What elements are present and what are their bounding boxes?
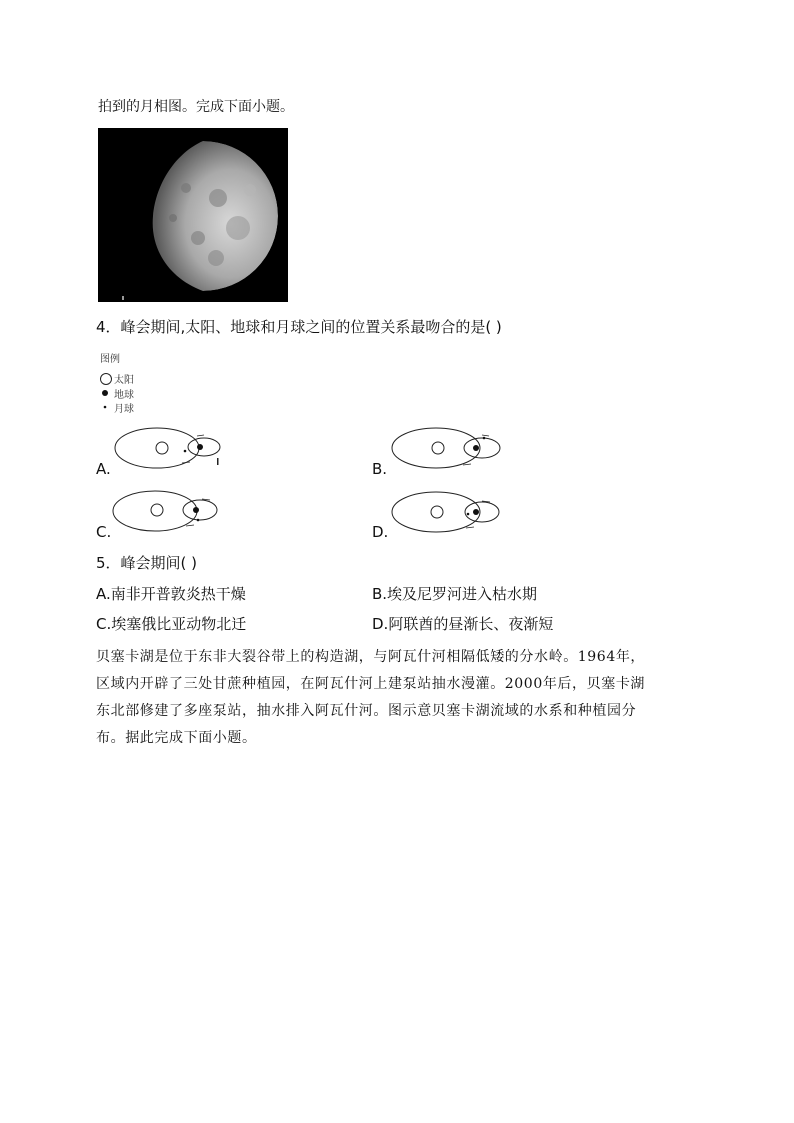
legend [100, 350, 134, 414]
marker [217, 458, 219, 465]
earth-icon [473, 445, 479, 451]
q4-option-d-label[interactable]: D. [372, 523, 389, 541]
moon-orbit [464, 438, 500, 458]
question-4: 4．峰会期间,太阳、地球和月球之间的位置关系最吻合的是( ) [96, 318, 502, 336]
moon-orbit [188, 438, 220, 456]
earth-icon [473, 509, 479, 515]
sun-icon [151, 504, 163, 516]
legend-earth-label: 地球 [114, 389, 134, 401]
moon-icon [100, 400, 114, 414]
q5-option-c[interactable]: C.埃塞俄比亚动物北迁 [96, 615, 247, 633]
moon-phase-photo [98, 128, 288, 302]
moon-icon [467, 513, 470, 516]
orbit-arrow [466, 527, 474, 528]
moon-icon [483, 437, 486, 440]
q5-option-b[interactable]: B.埃及尼罗河进入枯水期 [372, 585, 538, 603]
legend-title: 图例 [100, 354, 120, 365]
orbit-arrow [186, 525, 194, 526]
moon-phase-icon [98, 128, 288, 302]
orbit-arrow [197, 435, 204, 436]
moon-orbit [465, 502, 499, 522]
sun-icon [156, 442, 168, 454]
earth-icon [197, 444, 203, 450]
q5-option-a[interactable]: A.南非开普敦炎热干燥 [96, 585, 246, 603]
q4-option-d-diagram[interactable] [388, 490, 503, 536]
passage-line: 贝塞卡湖是位于东非大裂谷带上的构造湖，与阿瓦什河相隔低矮的分水岭。1964年， [96, 649, 646, 665]
moon-icon [197, 519, 200, 522]
q4-option-a-diagram[interactable] [112, 426, 227, 472]
legend-moon [100, 400, 134, 414]
sun-icon [432, 442, 444, 454]
legend-moon-label: 月球 [114, 403, 134, 415]
q4-option-c-label[interactable]: C. [96, 523, 112, 541]
intro-line: 拍到的月相图。完成下面小题。 [98, 99, 294, 115]
passage-line: 区域内开辟了三处甘蔗种植园，在阿瓦什河上建泵站抽水漫灌。2000年后，贝塞卡湖 [96, 676, 646, 692]
moon-orbit [183, 500, 217, 520]
question-5: 5．峰会期间( ) [96, 554, 198, 572]
sun-icon [431, 506, 443, 518]
passage-line: 布。据此完成下面小题。 [96, 730, 257, 746]
moon-icon [184, 450, 187, 453]
legend-sun [100, 371, 134, 386]
sun-icon [100, 372, 114, 386]
earth-icon [193, 507, 199, 513]
passage [96, 646, 716, 754]
q5-option-d[interactable]: D.阿联酋的昼渐长、夜渐短 [372, 615, 554, 633]
orbit-arrow [463, 464, 471, 465]
legend-earth [100, 386, 134, 400]
orbit-arrow [182, 462, 190, 463]
q4-option-a-label[interactable]: A. [96, 460, 111, 478]
orbit-arrow [482, 435, 489, 436]
legend-sun-label: 太阳 [114, 375, 134, 386]
q4-option-b-label[interactable]: B. [372, 460, 388, 478]
passage-line: 东北部修建了多座泵站，抽水排入阿瓦什河。图示意贝塞卡湖流域的水系和种植园分 [96, 703, 637, 719]
q4-option-b-diagram[interactable] [388, 426, 503, 472]
q4-option-c-diagram[interactable] [110, 490, 225, 536]
earth-icon [100, 386, 114, 400]
